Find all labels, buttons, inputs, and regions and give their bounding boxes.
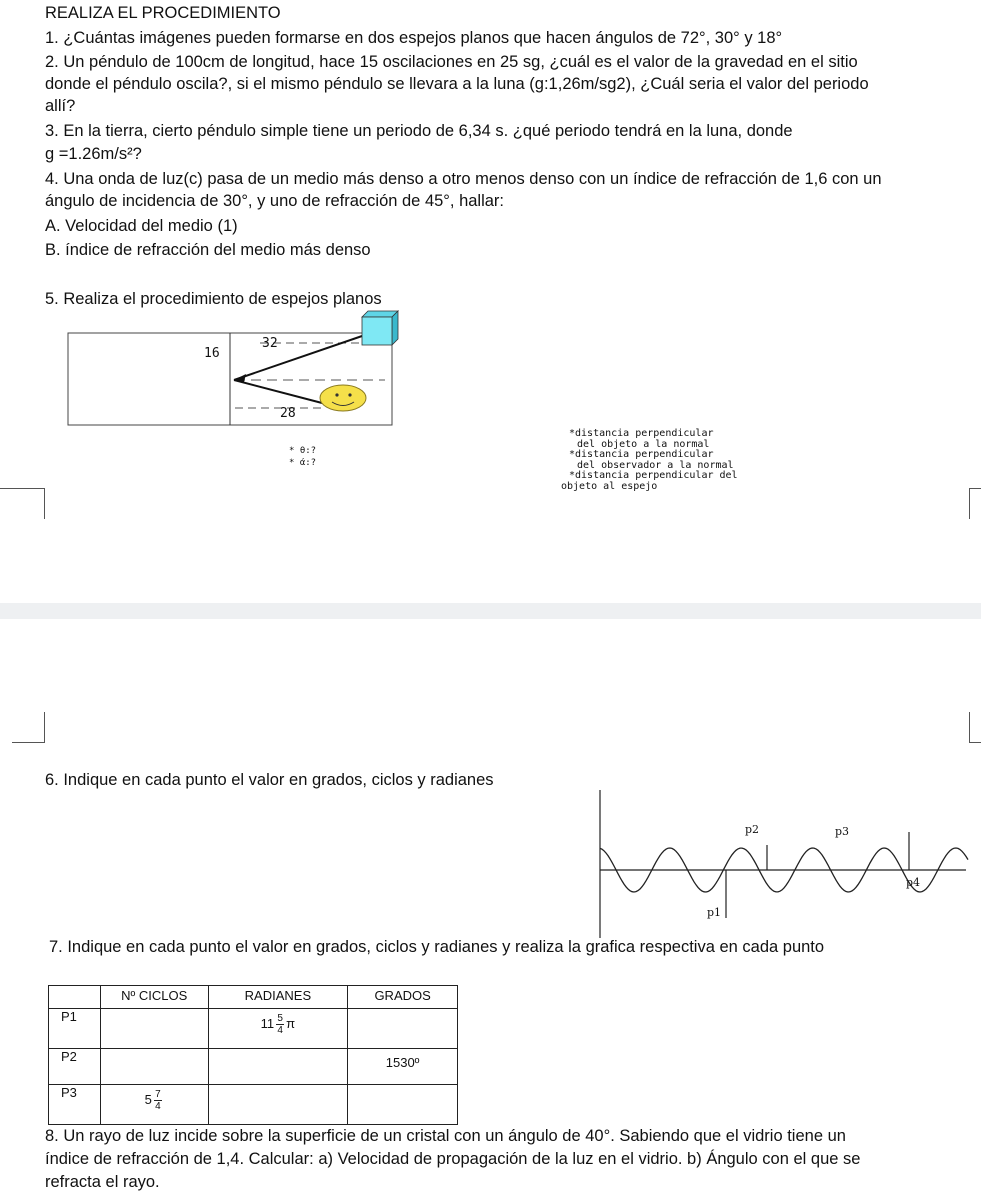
- note-line: *distancia perpendicular: [569, 428, 714, 439]
- page-corner-bottom-right: [969, 712, 981, 743]
- page-break-band: [0, 603, 981, 619]
- question-2-line-2: donde el péndulo oscila?, si el mismo péndulo se llevara a la luna (g:1,26m/sg2), ¿Cuál seria el valor del periodo: [45, 75, 869, 93]
- theta-question: * θ:?: [289, 446, 317, 456]
- cell-cycles[interactable]: [100, 1049, 208, 1085]
- cell-cycles[interactable]: [100, 1009, 208, 1049]
- cell-radians[interactable]: [208, 1085, 348, 1125]
- cell-degrees[interactable]: [348, 1009, 458, 1049]
- page-corner-top-left: [0, 488, 45, 519]
- question-2-line-3: allí?: [45, 97, 76, 115]
- question-4-option-b: B. índice de refracción del medio más denso: [45, 241, 371, 259]
- question-7-title: 7. Indique en cada punto el valor en grados, ciclos y radianes y realiza la grafica respectiva en cada punto: [49, 938, 825, 956]
- wave-graph: [596, 790, 976, 938]
- cycles-table: [48, 985, 458, 1125]
- question-2-line-1: 2. Un péndulo de 100cm de longitud, hace 15 oscilaciones en 25 sg, ¿cuál es el valor de la gravedad en el sitio: [45, 53, 858, 71]
- table-row: [49, 1049, 458, 1085]
- row-label: P1: [49, 1009, 101, 1049]
- cube-face: [362, 317, 392, 345]
- numerator: 7: [155, 1089, 161, 1100]
- header-empty: [49, 986, 101, 1009]
- page-header: REALIZA EL PROCEDIMIENTO: [45, 4, 281, 22]
- page-corner-bottom-left: [12, 712, 45, 743]
- note-line: *distancia perpendicular del: [569, 470, 738, 481]
- cell-radians[interactable]: [208, 1009, 348, 1049]
- table-header-row: [49, 986, 458, 1009]
- label-p2: p2: [745, 823, 760, 836]
- plane-mirror-diagram: [60, 305, 400, 430]
- cell-radians[interactable]: [208, 1049, 348, 1085]
- label-28: 28: [280, 406, 296, 421]
- reflected-ray: [234, 380, 322, 403]
- question-4-line-1: 4. Una onda de luz(c) pasa de un medio más denso a otro menos denso con un índice de refracción de 1,6 con un: [45, 170, 882, 188]
- label-32: 32: [262, 336, 278, 351]
- question-8-line-1: 8. Un rayo de luz incide sobre la superficie de un cristal con un ángulo de 40°. Sabiendo que el vidrio tiene un: [45, 1127, 846, 1145]
- label-p3: p3: [835, 825, 850, 838]
- cycles-whole: 5: [144, 1091, 152, 1107]
- incident-ray: [234, 335, 365, 380]
- table-row: [49, 1009, 458, 1049]
- radians-whole: 11: [260, 1015, 275, 1031]
- question-1: 1. ¿Cuántas imágenes pueden formarse en dos espejos planos que hacen ángulos de 72°, 30° y 18°: [45, 29, 783, 47]
- note-line: del objeto a la normal: [577, 438, 710, 450]
- table-row: [49, 1085, 458, 1125]
- page-corner-top-right: [969, 488, 981, 519]
- denominator: 4: [155, 1101, 161, 1112]
- note-line: objeto al espejo: [561, 480, 658, 492]
- question-8-line-3: refracta el rayo.: [45, 1173, 160, 1191]
- cell-degrees[interactable]: 1530º: [348, 1049, 458, 1085]
- header-degrees: GRADOS: [348, 986, 458, 1009]
- row-label: P3: [49, 1085, 101, 1125]
- question-4-option-a: A. Velocidad del medio (1): [45, 217, 238, 235]
- question-4-line-2: ángulo de incidencia de 30°, y uno de refracción de 45°, hallar:: [45, 192, 505, 210]
- label-p4: p4: [906, 876, 921, 889]
- object-cube: [362, 311, 398, 345]
- label-16: 16: [204, 346, 220, 361]
- pi-symbol: π: [286, 1015, 296, 1031]
- question-8-line-2: índice de refracción de 1,4. Calcular: a) Velocidad de propagación de la luz en el vidrio. b) Ángulo con el que se: [45, 1150, 861, 1168]
- question-3-line-2: g =1.26m/s²?: [45, 145, 142, 163]
- cell-degrees[interactable]: [348, 1085, 458, 1125]
- note-line: del observador a la normal: [577, 459, 734, 471]
- row-label: P2: [49, 1049, 101, 1085]
- question-6-title: 6. Indique en cada punto el valor en grados, ciclos y radianes: [45, 771, 494, 789]
- label-p1: p1: [707, 906, 722, 919]
- perpendicular-distance-notes: [561, 429, 738, 492]
- numerator: 5: [277, 1013, 283, 1024]
- question-5-title: 5. Realiza el procedimiento de espejos planos: [45, 290, 382, 308]
- cell-cycles[interactable]: [100, 1085, 208, 1125]
- header-radians: RADIANES: [208, 986, 348, 1009]
- header-cycles: Nº CICLOS: [100, 986, 208, 1009]
- observer-smiley: [320, 385, 366, 411]
- radians-fraction: [276, 1013, 284, 1036]
- alpha-question: * ά:?: [289, 458, 317, 468]
- denominator: 4: [277, 1025, 283, 1036]
- note-line: *distancia perpendicular: [569, 449, 714, 460]
- question-3-line-1: 3. En la tierra, cierto péndulo simple tiene un periodo de 6,34 s. ¿qué periodo tendrá en la luna, donde: [45, 122, 793, 140]
- cycles-fraction: [154, 1089, 162, 1112]
